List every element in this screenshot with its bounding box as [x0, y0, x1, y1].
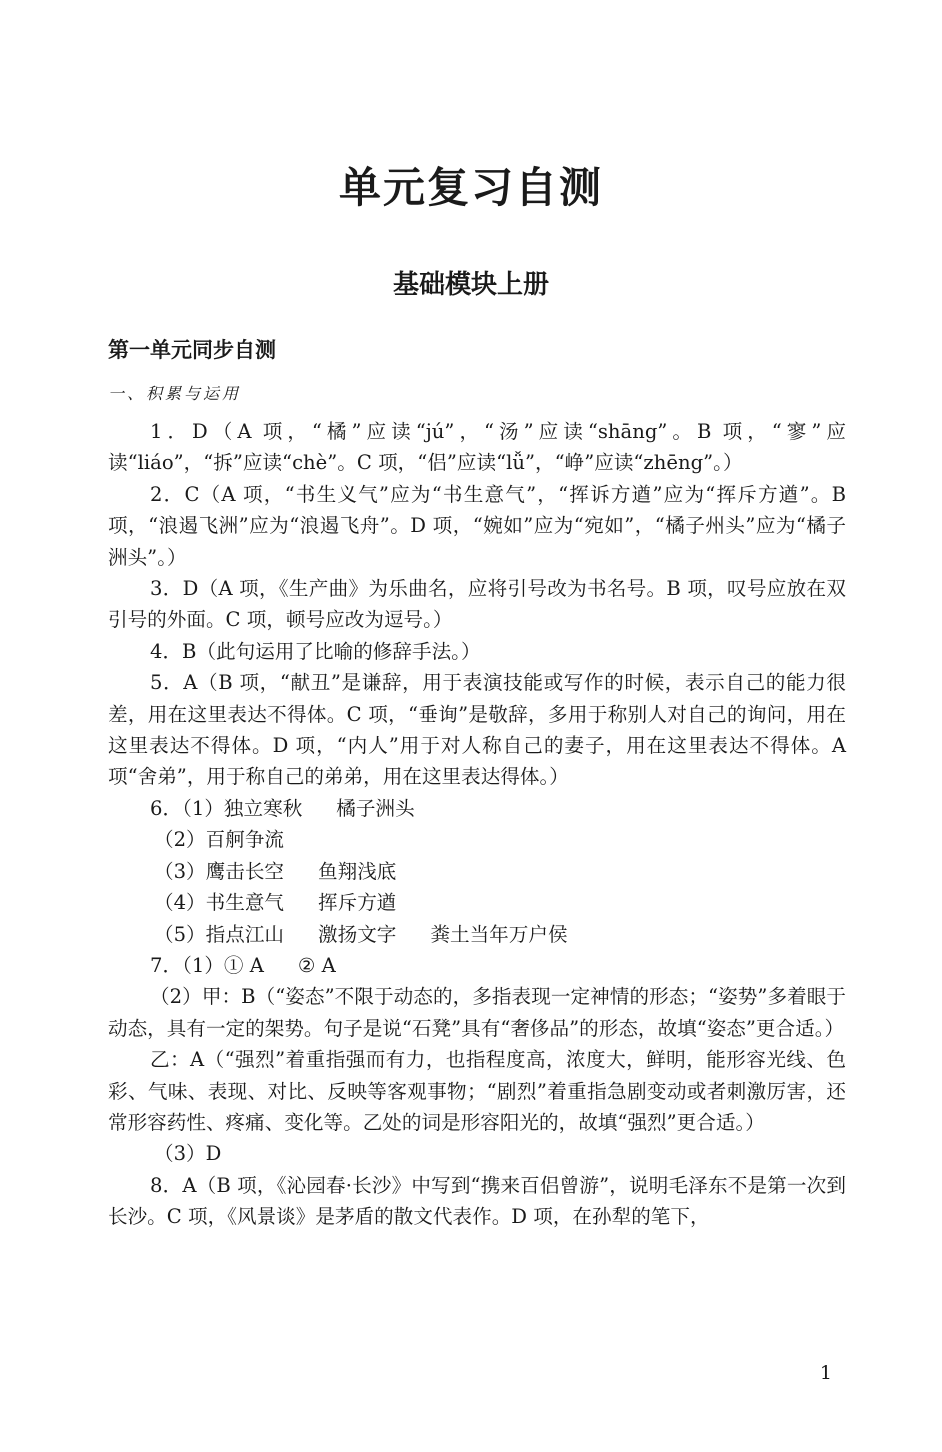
q6-item: （1）独立寒秋	[182, 796, 303, 820]
q6-line-1	[108, 793, 846, 824]
q6-item: （2）百舸争流	[154, 828, 285, 852]
q6-line-5	[108, 919, 846, 950]
q6-item: 挥斥方遒	[318, 891, 397, 915]
q7-answer-a: 7．（1）① A	[150, 953, 264, 977]
section-heading: 第一单元同步自测	[108, 338, 276, 362]
q7-paragraph-4: （3）D	[154, 1142, 222, 1166]
answer-body	[108, 416, 846, 1233]
answer-paragraph-5: 5．A（B 项，“献丑”是谦辞，用于表演技能或写作的时候，表示自己的能力很差，用在这里表达不得体。C 项，“垂询”是敬辞，多用于称别人对自己的询问，用在这里表达不得体。D 项，“内人”用于对人称自己的妻子，用在这里表达不得体。A 项“舍弟”，用于称自己的弟弟，用在这里表达得体。）	[108, 671, 846, 789]
q7-paragraph-2: （2）甲：B（“姿态”不限于动态的，多指表现一定神情的形态；“姿势”多着眼于动态，具有一定的架势。句子是说“石凳”具有“奢侈品”的形态，故填“姿态”更合适。）	[108, 985, 846, 1040]
q6-item: 激扬文字	[318, 922, 397, 946]
q6-item: 粪土当年万户侯	[430, 922, 568, 946]
q6-item: （5）指点江山	[154, 922, 285, 946]
answer-paragraph-1: 1．D（A 项，“橘”应读“jú”，“汤”应读“shāng”。B 项，“寥”应读“liáo”，“拆”应读“chè”。C 项，“侣”应读“lǚ”，“峥”应读“zhēng”。）	[108, 420, 846, 475]
q6-item: 橘子洲头	[336, 796, 415, 820]
q7-answer-b: ② A	[297, 953, 336, 977]
part-heading: 一、积累与运用	[108, 384, 242, 403]
page-number: 1	[819, 1362, 832, 1384]
q6-line-3	[108, 856, 846, 887]
answer-paragraph-4: 4．B（此句运用了比喻的修辞手法。）	[150, 639, 481, 663]
q6-item: 鱼翔浅底	[318, 859, 397, 883]
page-title: 单元复习自测	[338, 163, 603, 212]
q6-label: 6．	[150, 796, 183, 820]
q6-item: （3）鹰击长空	[154, 859, 285, 883]
q6-line-2	[108, 824, 846, 855]
q7-line-1	[108, 950, 846, 981]
answer-paragraph-8: 8．A（B 项，《沁园春·长沙》中写到“携来百侣曾游”，说明毛泽东不是第一次到长沙。C 项，《风景谈》是茅盾的散文代表作。D 项，在孙犁的笔下，	[108, 1173, 846, 1229]
q6-line-4	[108, 887, 846, 918]
q6-item: （4）书生意气	[154, 891, 285, 915]
page-subtitle: 基础模块上册	[392, 270, 549, 300]
answer-paragraph-3: 3．D（A 项，《生产曲》为乐曲名，应将引号改为书名号。B 项，叹号应放在双引号的外面。C 项，顿号应改为逗号。）	[108, 577, 846, 632]
answer-paragraph-2: 2．C（A 项，“书生义气”应为“书生意气”，“挥诉方遒”应为“挥斥方遒”。B 项，“浪遏飞洲”应为“浪遏飞舟”。D 项，“婉如”应为“宛如”，“橘子州头”应为“橘子洲头”。）	[108, 482, 846, 569]
q7-paragraph-3: 乙：A（“强烈”着重指强而有力，也指程度高，浓度大，鲜明，能形容光线、色彩、气味、表现、对比、反映等客观事物；“剧烈”着重指急剧变动或者刺激厉害，还常形容药性、疼痛、变化等。乙处的词是形容阳光的，故填“强烈”更合适。）	[108, 1048, 846, 1134]
